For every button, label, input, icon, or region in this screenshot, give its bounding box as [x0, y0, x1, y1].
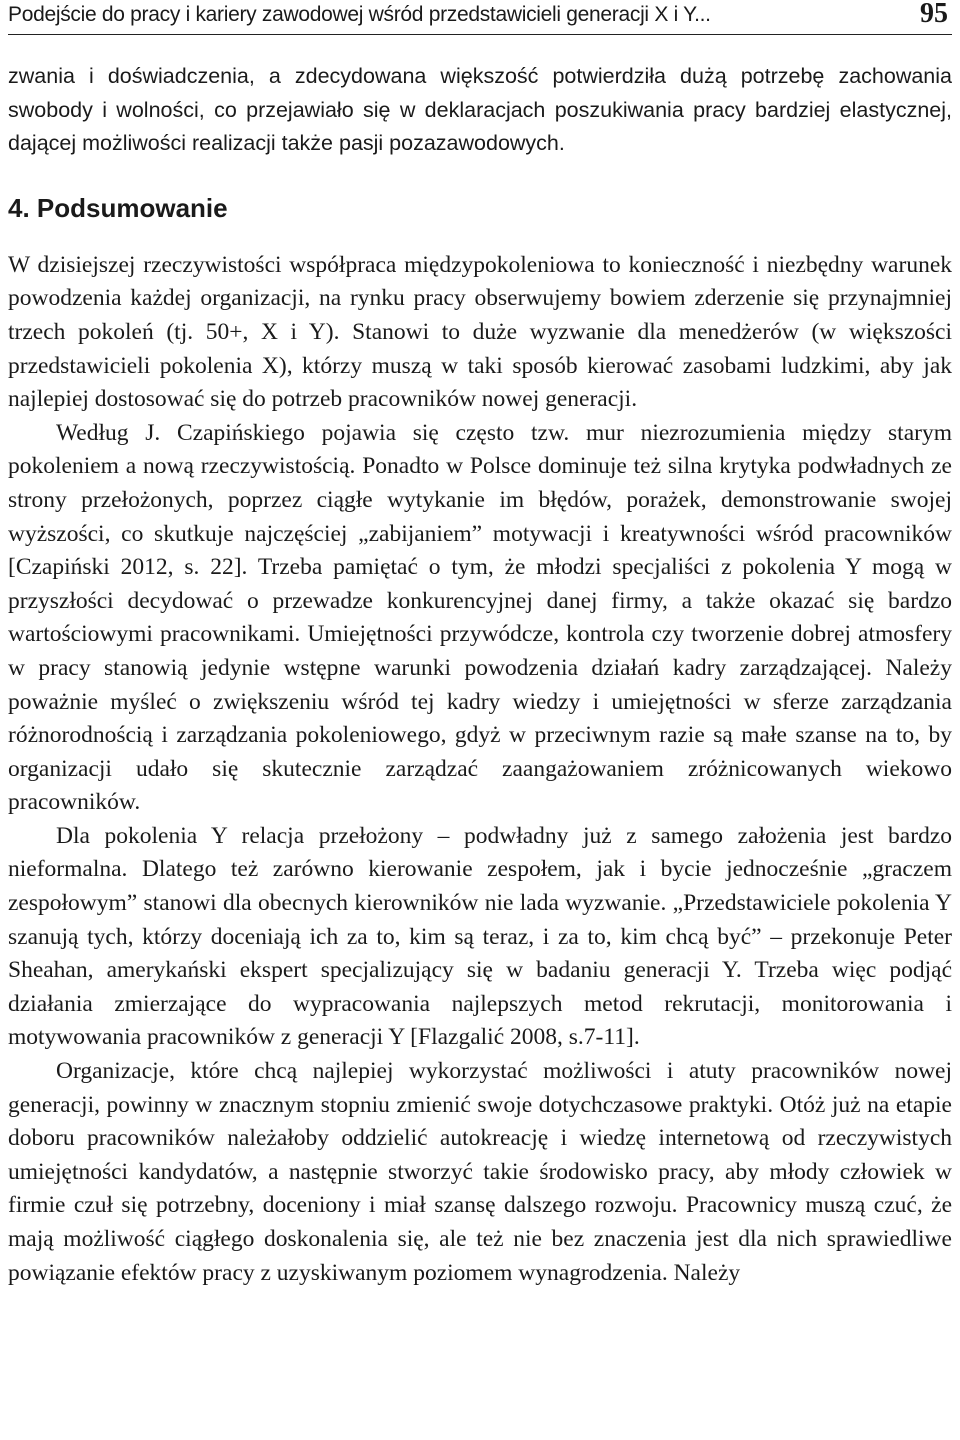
paragraph: W dzisiejszej rzeczywistości współpraca międzypokoleniowa to konieczność i niezbędny warunek powodzenia każdej organizacji, na rynku pracy obserwujemy bowiem zderzenie się przynajmniej trzech pokoleń (tj. 50+, X i Y). Stanowi to duże wyzwanie dla menedżerów (w większości przedstawicieli pokolenia X), którzy muszą w taki sposób kierować zasobami ludzkimi, aby jak najlepiej dostosować się do potrzeb pracowników nowej generacji. — [8, 251, 952, 413]
body-text — [8, 60, 952, 1290]
page-number: 95 — [920, 0, 948, 29]
running-head — [8, 0, 952, 35]
paragraph: Dla pokolenia Y relacja przełożony – podwładny już z samego założenia jest bardzo nieformalna. Dlatego też zarówno kierowanie zespołem, jak i bycie jednocześnie „graczem zespołowym” stanowi dla obecnych kierowników nie lada wyzwanie. „Przedstawiciele pokolenia Y szanują tych, którzy doceniają ich za to, kim są teraz, i za to, kim chcą być” – przekonuje Peter Sheahan, amerykański ekspert specjalizujący się w badaniu generacji Y. Trzeba więc podjąć działania zmierzające do wypracowania najlepszych metod rekrutacji, monitorowania i motywowania pracowników z generacji Y [Flazgalić 2008, s.7-11]. — [8, 822, 952, 1051]
running-head-title: Podejście do pracy i kariery zawodowej wśród przedstawicieli generacji X i Y... — [8, 3, 711, 26]
section-heading: 4. Podsumowanie — [8, 192, 228, 223]
paragraph: Organizacje, które chcą najlepiej wykorzystać możliwości i atuty pracowników nowej generacji, powinny w znacznym stopniu zmienić swoje dotychczasowe praktyki. Otóż już na etapie doboru pracowników należałoby oddzielić autokreację i wiedzę internetową od rzeczywistych umiejętności kandydatów, a następnie stworzyć takie środowisko pracy, aby młody człowiek w firmie czuł się potrzebny, doceniony i miał szansę dalszego rozwoju. Pracownicy muszą czuć, że mają możliwość ciągłego doskonalenia się, ale też nie bez znaczenia jest dla nich sprawiedliwe powiązanie efektów pracy z uzyskiwanym poziomem wynagrodzenia. Należy — [8, 1058, 952, 1286]
paragraph: Według J. Czapińskiego pojawia się często tzw. mur niezrozumienia między starym pokoleniem a nową rzeczywistością. Ponadto w Polsce dominuje też silna krytyka podwładnych ze strony przełożonych, poprzez ciągłe wytykanie im błędów, porażek, demonstrowanie swojej wyższości, co skutkuje najczęściej „zabijaniem” motywacji i kreatywności wśród pracowników [Czapiński 2012, s. 22]. Trzeba pamiętać o tym, że młodzi specjaliści z pokolenia Y mogą w przyszłości decydować o przewadze konkurencyjnej danej firmy, a także okazać się bardzo wartościowymi pracownikami. Umiejętności przywódcze, kontrola czy tworzenie dobrej atmosfery w pracy stanowią jedynie wstępne warunki powodzenia działań kadry zarządzającej. Należy poważnie myśleć o zwiększeniu wśród tej kadry wiedzy i umiejętności w sferze zarządzania różnorodnością i zarządzania pokoleniowego, gdyż w przeciwnym razie są małe szanse na to, by organizacji udało się skutecznie zarządzać zaangażowaniem zróżnicowanych wiekowo pracowników. — [8, 419, 952, 816]
paragraph-continued: zwania i doświadczenia, a zdecydowana większość potwierdziła dużą potrzebę zachowania swobody i wolności, co przejawiało się w deklaracjach poszukiwania pracy bardziej elastycznej, dającej możliwości realizacji także pasji pozazawodowych. — [8, 64, 952, 156]
